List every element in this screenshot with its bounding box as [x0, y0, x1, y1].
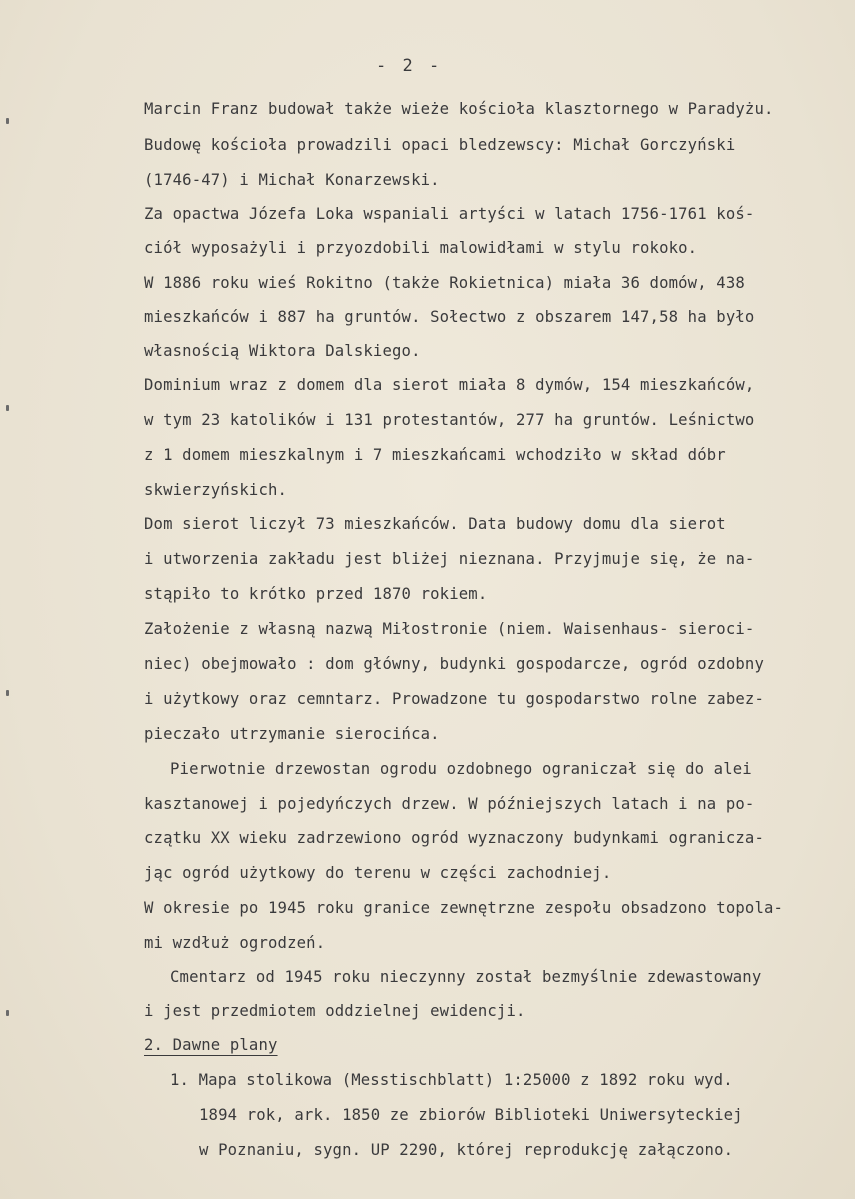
- text-line: skwierzyńskich.: [144, 481, 288, 499]
- text-line: ciół wyposażyli i przyozdobili malowidłami w stylu rokoko.: [144, 239, 698, 257]
- binding-hole-mark: [6, 118, 9, 124]
- binding-hole-mark: [6, 405, 9, 411]
- text-line: i utworzenia zakładu jest bliżej nieznana. Przyjmuje się, że na-: [144, 550, 755, 568]
- text-line: mieszkańców i 887 ha gruntów. Sołectwo z obszarem 147,58 ha było: [144, 308, 755, 326]
- binding-hole-mark: [6, 690, 9, 696]
- text-line: i jest przedmiotem oddzielnej ewidencji.: [144, 1002, 526, 1020]
- text-line: Budowę kościoła prowadzili opaci bledzewscy: Michał Gorczyński: [144, 136, 736, 154]
- page-number: - 2 -: [376, 56, 443, 76]
- text-line: Założenie z własną nazwą Miłostronie (niem. Waisenhaus- sieroci-: [144, 620, 755, 638]
- text-line: W 1886 roku wieś Rokitno (także Rokietnica) miała 36 domów, 438: [144, 274, 745, 292]
- text-line: niec) obejmowało : dom główny, budynki gospodarcze, ogród ozdobny: [144, 655, 764, 673]
- section-heading: 2. Dawne plany: [144, 1036, 278, 1054]
- text-line: kasztanowej i pojedyńczych drzew. W późniejszych latach i na po-: [144, 795, 755, 813]
- text-line: Dom sierot liczył 73 mieszkańców. Data budowy domu dla sierot: [144, 515, 726, 533]
- text-line: własnością Wiktora Dalskiego.: [144, 342, 421, 360]
- text-line: w tym 23 katolików i 131 protestantów, 277 ha gruntów. Leśnictwo: [144, 411, 755, 429]
- list-item-continuation: w Poznaniu, sygn. UP 2290, której reprodukcję załączono.: [199, 1141, 734, 1159]
- text-line: stąpiło to krótko przed 1870 rokiem.: [144, 585, 488, 603]
- list-item: 1. Mapa stolikowa (Messtischblatt) 1:25000 z 1892 roku wyd.: [170, 1071, 733, 1089]
- text-line: z 1 domem mieszkalnym i 7 mieszkańcami wchodziło w skład dóbr: [144, 446, 726, 464]
- text-line: (1746-47) i Michał Konarzewski.: [144, 171, 440, 189]
- list-item-continuation: 1894 rok, ark. 1850 ze zbiorów Biblioteki Uniwersyteckiej: [199, 1106, 743, 1124]
- binding-hole-mark: [6, 1010, 9, 1016]
- text-line: jąc ogród użytkowy do terenu w części zachodniej.: [144, 864, 612, 882]
- text-line: czątku XX wieku zadrzewiono ogród wyznaczony budynkami ogranicza-: [144, 829, 764, 847]
- text-line: i użytkowy oraz cemntarz. Prowadzone tu gospodarstwo rolne zabez-: [144, 690, 764, 708]
- text-line: pieczało utrzymanie sierocińca.: [144, 725, 440, 743]
- text-line: Cmentarz od 1945 roku nieczynny został bezmyślnie zdewastowany: [170, 968, 762, 986]
- text-line: Pierwotnie drzewostan ogrodu ozdobnego ograniczał się do alei: [170, 760, 752, 778]
- text-line: Marcin Franz budował także wieże kościoła klasztornego w Paradyżu.: [144, 100, 774, 118]
- text-line: W okresie po 1945 roku granice zewnętrzne zespołu obsadzono topola-: [144, 899, 784, 917]
- text-line: mi wzdłuż ogrodzeń.: [144, 934, 326, 952]
- text-line: Dominium wraz z domem dla sierot miała 8 dymów, 154 mieszkańców,: [144, 376, 755, 394]
- text-line: Za opactwa Józefa Loka wspaniali artyści w latach 1756-1761 koś-: [144, 205, 755, 223]
